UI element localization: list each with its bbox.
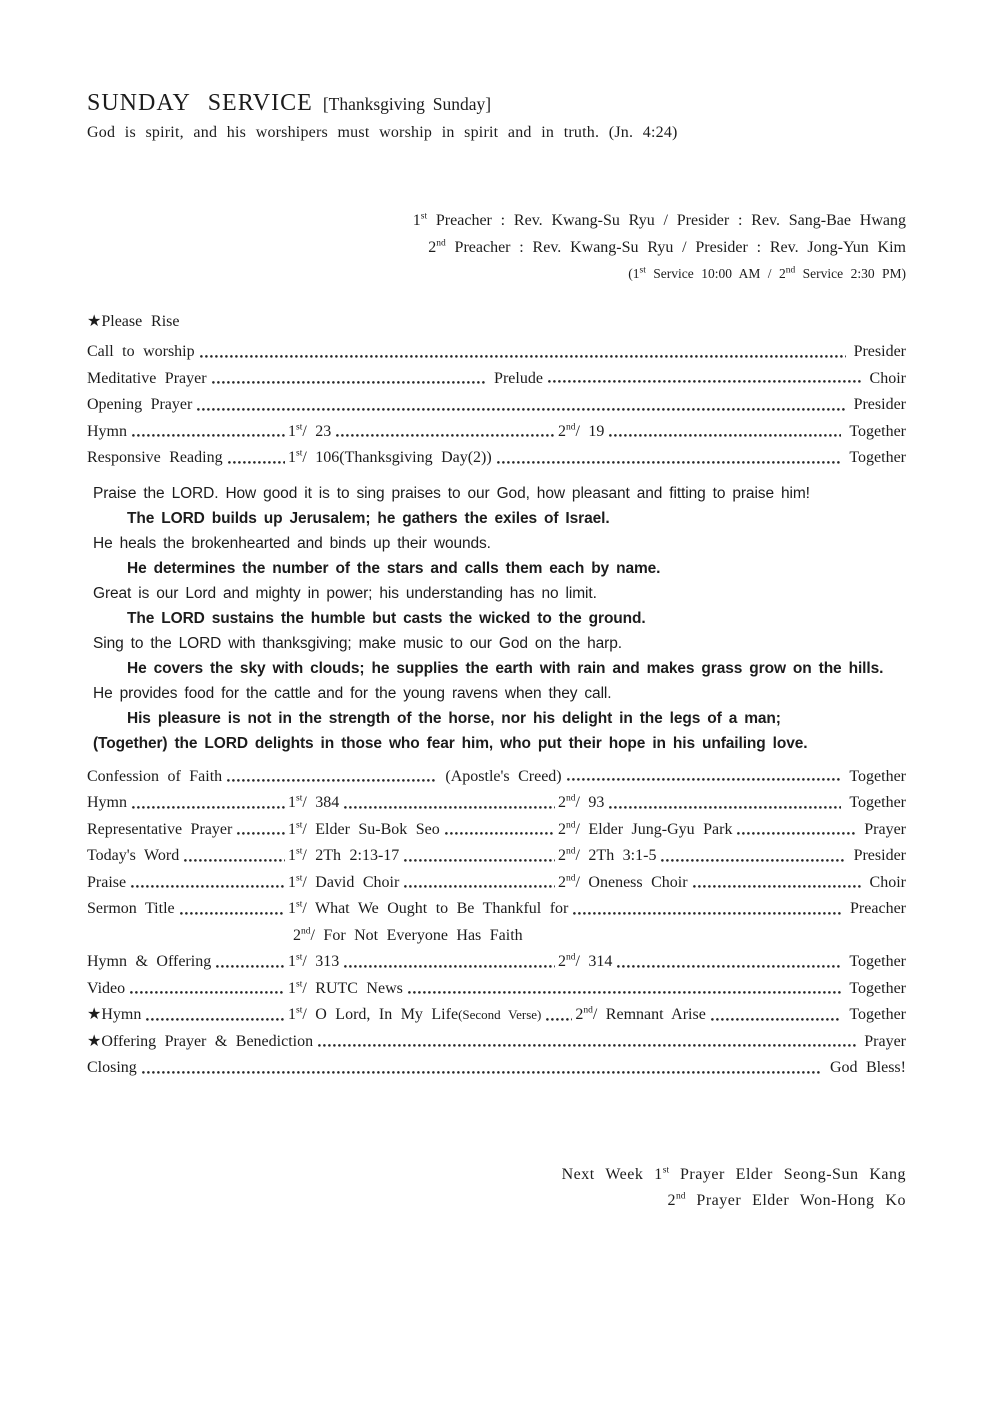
order-cell: Together xyxy=(849,953,906,970)
order-cell: 1st/ 384 xyxy=(288,790,558,817)
reading-line: He heals the brokenhearted and binds up their wounds. xyxy=(93,534,491,552)
reading-line: The LORD sustains the humble but casts the wicked to the ground. xyxy=(127,609,646,627)
order-cell: 2nd/ Oneness Choir xyxy=(558,870,865,897)
order-row xyxy=(87,339,906,366)
dot-leader xyxy=(408,991,842,994)
next-week-line: Next Week 1st Prayer Elder Seong-Sun Kang xyxy=(561,1165,906,1183)
order-cell: Prayer xyxy=(864,820,906,838)
reading-line: He provides food for the cattle and for the young ravens when they call. xyxy=(93,684,612,702)
dot-leader xyxy=(737,832,856,835)
dot-leader xyxy=(142,1071,822,1074)
dot-leader xyxy=(132,434,285,437)
order-cell: Meditative Prayer xyxy=(87,366,489,393)
order-cell: 2nd/ For Not Everyone Has Faith xyxy=(293,926,523,944)
order-row xyxy=(87,790,906,817)
next-week-line: 2nd Prayer Elder Won-Hong Ko xyxy=(667,1191,906,1209)
dot-leader xyxy=(132,806,285,809)
order-cell: ★Hymn xyxy=(87,1002,288,1029)
dot-leader xyxy=(216,965,285,968)
order-row xyxy=(87,392,906,419)
order-cell: 1st/ David Choir xyxy=(288,870,558,897)
order-cell: Prelude xyxy=(494,369,543,387)
order-row xyxy=(87,896,906,923)
order-cell: Together xyxy=(849,449,906,466)
order-cell: Together xyxy=(849,979,906,997)
dot-leader xyxy=(344,965,555,968)
dot-leader xyxy=(711,1018,842,1021)
dot-leader xyxy=(617,965,841,968)
order-cell: Choir xyxy=(869,369,906,387)
order-cell: Video xyxy=(87,976,288,1003)
order-cell: Hymn xyxy=(87,419,288,446)
order-row xyxy=(87,843,906,870)
order-cell: 1st/ O Lord, In My Life(Second Verse) xyxy=(288,1002,575,1029)
order-row xyxy=(87,1002,906,1029)
order-cell xyxy=(562,778,845,789)
order-row xyxy=(87,923,906,950)
order-cell: Today's Word xyxy=(87,843,288,870)
dot-leader xyxy=(404,859,555,862)
order-cell: ★Offering Prayer & Benediction xyxy=(87,1029,859,1056)
order-cell: (Apostle's Creed) xyxy=(445,767,562,785)
dot-leader xyxy=(227,779,437,782)
order-cell: God Bless! xyxy=(829,1059,906,1076)
dot-leader xyxy=(573,912,842,915)
order-of-service-top xyxy=(87,339,906,472)
reading-line: He determines the number of the stars and calls them each by name. xyxy=(127,559,661,577)
order-row xyxy=(87,1029,906,1056)
order-cell: 1st/ Elder Su-Bok Seo xyxy=(288,817,558,844)
order-row xyxy=(87,764,906,791)
title-tag: [Thanksgiving Sunday] xyxy=(322,94,492,114)
order-cell: Presider xyxy=(853,847,906,864)
order-cell: 1st/ 106(Thanksgiving Day(2)) xyxy=(288,445,844,472)
reading-line: Praise the LORD. How good it is to sing praises to our God, how pleasant and fitting to praise him! xyxy=(93,484,810,502)
dot-leader xyxy=(497,461,842,464)
page-header xyxy=(87,88,906,121)
dot-leader xyxy=(237,832,285,835)
dot-leader xyxy=(197,408,845,411)
order-cell: 2nd/ Elder Jung-Gyu Park xyxy=(558,817,859,844)
order-cell: 2nd/ 2Th 3:1-5 xyxy=(558,843,849,870)
order-cell: 1st/ What We Ought to Be Thankful for xyxy=(288,896,845,923)
dot-leader xyxy=(344,806,555,809)
order-cell: Call to worship xyxy=(87,339,849,366)
dot-leader xyxy=(131,885,285,888)
dot-leader xyxy=(130,991,285,994)
order-cell: 1st/ 2Th 2:13-17 xyxy=(288,843,558,870)
dot-leader xyxy=(146,1018,285,1021)
order-of-service-bottom xyxy=(87,764,906,1082)
dot-leader xyxy=(404,885,555,888)
order-cell: Together xyxy=(849,422,906,440)
order-cell: 2nd/ 93 xyxy=(558,790,844,817)
reading-line: Great is our Lord and mighty in power; his understanding has no limit. xyxy=(93,584,597,602)
order-cell: Preacher xyxy=(850,900,906,917)
order-row xyxy=(87,419,906,446)
order-cell: 1st/ RUTC News xyxy=(288,976,844,1003)
order-cell: 2nd/ 314 xyxy=(558,949,844,976)
please-rise-note: ★Please Rise xyxy=(87,313,180,330)
dot-leader xyxy=(567,778,842,781)
dot-leader xyxy=(609,806,841,809)
dot-leader xyxy=(693,885,862,888)
order-cell: Sermon Title xyxy=(87,896,288,923)
order-cell: Together xyxy=(849,1006,906,1023)
responsive-reading-passage xyxy=(93,481,906,756)
preacher-line: (1st Service 10:00 AM / 2nd Service 2:30 PM) xyxy=(628,265,906,281)
order-row xyxy=(87,366,906,393)
order-cell: Hymn xyxy=(87,790,288,817)
order-row xyxy=(87,949,906,976)
order-cell: Closing xyxy=(87,1055,825,1082)
order-row xyxy=(87,1055,906,1082)
preacher-line: 2nd Preacher : Rev. Kwang-Su Ryu / Presider : Rev. Jong-Yun Kim xyxy=(428,238,906,256)
preacher-info xyxy=(87,207,906,287)
order-cell: 1st/ 23 xyxy=(288,419,558,446)
order-cell xyxy=(543,380,865,391)
reading-line: His pleasure is not in the strength of the horse, nor his delight in the legs of a man; xyxy=(127,709,781,727)
order-cell: Praise xyxy=(87,870,288,897)
dot-leader xyxy=(228,461,285,464)
reading-line: (Together) the LORD delights in those who fear him, who put their hope in his unfailing love. xyxy=(93,734,808,752)
order-cell: 2nd/ Remnant Arise xyxy=(575,1002,844,1029)
reading-line: Sing to the LORD with thanksgiving; make music to our God on the harp. xyxy=(93,634,622,652)
dot-leader xyxy=(180,912,285,915)
order-cell: Confession of Faith xyxy=(87,764,440,791)
preacher-line: 1st Preacher : Rev. Kwang-Su Ryu / Presider : Rev. Sang-Bae Hwang xyxy=(412,211,906,229)
dot-leader xyxy=(200,355,846,358)
order-cell: Together xyxy=(849,767,906,785)
next-week-info xyxy=(87,1162,906,1214)
order-row xyxy=(87,976,906,1003)
order-cell: 2nd/ 19 xyxy=(558,419,844,446)
page-title: SUNDAY SERVICE xyxy=(87,90,313,116)
order-cell: Presider xyxy=(853,343,906,360)
dot-leader xyxy=(336,434,555,437)
service-subtitle-verse: God is spirit, and his worshipers must worship in spirit and in truth. (Jn. 4:24) xyxy=(87,124,678,141)
dot-leader xyxy=(661,859,845,862)
dot-leader xyxy=(546,1018,572,1021)
reading-line: He covers the sky with clouds; he supplies the earth with rain and makes grass grow on the hills. xyxy=(127,659,884,677)
order-row xyxy=(87,445,906,472)
dot-leader xyxy=(318,1044,856,1047)
order-row xyxy=(87,870,906,897)
order-cell: Opening Prayer xyxy=(87,392,849,419)
order-cell: Responsive Reading xyxy=(87,445,288,472)
order-row xyxy=(87,817,906,844)
order-cell: Prayer xyxy=(864,1032,906,1050)
order-cell: 1st/ 313 xyxy=(288,949,558,976)
dot-leader xyxy=(548,380,862,383)
order-cell: Representative Prayer xyxy=(87,817,288,844)
order-cell: Presider xyxy=(853,396,906,413)
dot-leader xyxy=(445,832,555,835)
dot-leader xyxy=(212,381,486,384)
dot-leader xyxy=(184,859,285,862)
order-cell: Choir xyxy=(869,873,906,891)
dot-leader xyxy=(609,434,841,437)
reading-line: The LORD builds up Jerusalem; he gathers the exiles of Israel. xyxy=(127,509,610,527)
order-cell: Hymn & Offering xyxy=(87,949,288,976)
order-cell: Together xyxy=(849,794,906,811)
